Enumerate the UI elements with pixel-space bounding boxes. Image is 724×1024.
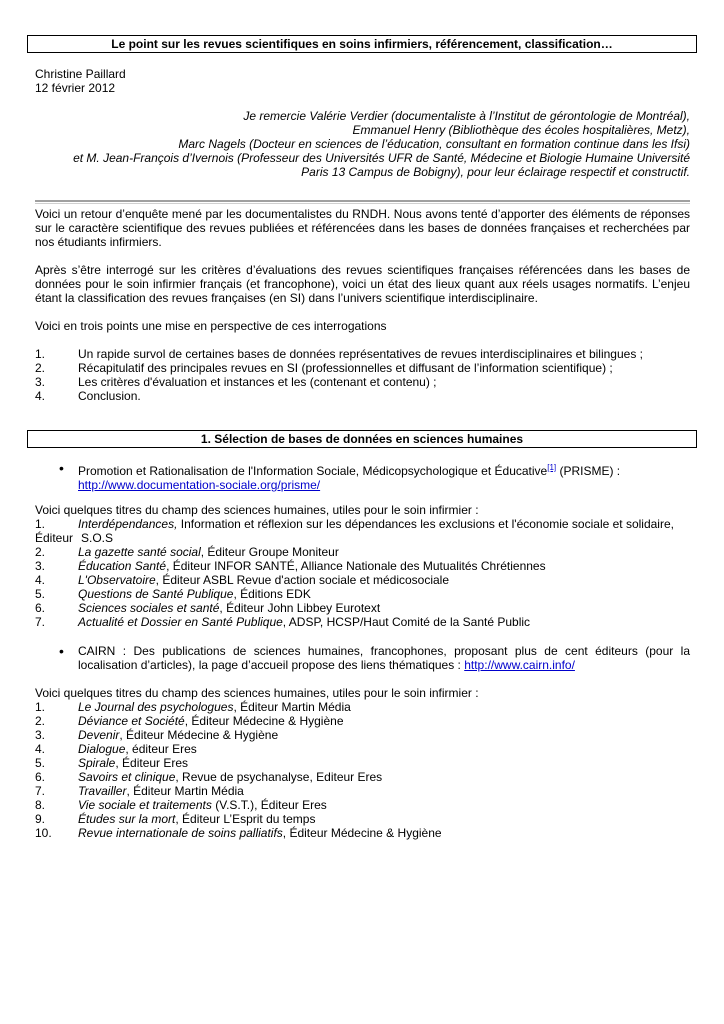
list-item: 3. Devenir, Éditeur Médecine & Hygiène <box>35 728 279 742</box>
prisme-url-link[interactable]: http://www.documentation-sociale.org/prisme/ <box>78 478 321 492</box>
ack-line: et M. Jean-François d’Ivernois (Professeur des Universités UFR de Santé, Médecine et Biologie Humaine Université <box>73 151 690 165</box>
prisme-titles-list <box>35 517 690 629</box>
list-item: 9. Études sur la mort, Éditeur L’Esprit du temps <box>35 812 316 826</box>
list-intro: Voici quelques titres du champ des sciences humaines, utiles pour le soin infirmier : <box>35 686 479 700</box>
horizontal-rule <box>35 200 690 204</box>
author-block <box>35 67 126 95</box>
cairn-url-link[interactable]: http://www.cairn.info/ <box>464 658 575 672</box>
list-item: 7. Actualité et Dossier en Santé Publique, ADSP, HCSP/Haut Comité de la Santé Public <box>35 615 531 629</box>
document-title: Le point sur les revues scientifiques en soins infirmiers, référencement, classification… <box>27 35 697 53</box>
list-item: 6. Sciences sociales et santé, Éditeur John Libbey Eurotext <box>35 601 381 615</box>
prisme-description: Promotion et Rationalisation de l'Information Sociale, Médicopsychologique et Éducative <box>78 464 548 478</box>
list-item: 5. Questions de Santé Publique, Éditions EDK <box>35 587 311 601</box>
section-heading: 1. Sélection de bases de données en sciences humaines <box>27 430 697 448</box>
list-item: 7. Travailler, Éditeur Martin Média <box>35 784 244 798</box>
list-item: 8. Vie sociale et traitements (V.S.T.), Éditeur Eres <box>35 798 327 812</box>
list-item: 1. Un rapide survol de certaines bases de données représentatives de revues interdisciplinaires et bilingues ; <box>35 347 643 361</box>
ack-line: Marc Nagels (Docteur en sciences de l’éducation, consultant en formation continue dans les Ifsi) <box>178 137 690 151</box>
intro-paragraph: Après s’être interrogé sur les critères d’évaluations des revues scientifiques françaises référencées dans les bases de données pour le soin infirmier français (et francophone), voici un état des lieux quant aux réels usages normatifs. L’enjeu étant la classification des revues françaises (en SI) dans l’univers scientifique interdisciplinaire. <box>35 263 690 305</box>
list-intro: Voici quelques titres du champ des sciences humaines, utiles pour le soin infirmier : <box>35 503 479 517</box>
list-item: 4. Dialogue, éditeur Eres <box>35 742 197 756</box>
list-item: 5. Spirale, Éditeur Eres <box>35 756 189 770</box>
intro-paragraph: Voici en trois points une mise en perspective de ces interrogations <box>35 319 387 333</box>
ack-line: Je remercie Valérie Verdier (documentaliste à l’Institut de gérontologie de Montréal), <box>243 109 690 123</box>
list-item: 10. Revue internationale de soins palliatifs, Éditeur Médecine & Hygiène <box>35 826 442 840</box>
cairn-bullet: • CAIRN : Des publications de sciences humaines, francophones, proposant plus de cent éditeurs (pour la localisation d’articles), la page d’accueil propose des liens thématiques : http://www.cairn.info/ <box>59 643 690 672</box>
ack-line: Emmanuel Henry (Bibliothèque des écoles hospitalières, Metz), <box>352 123 690 137</box>
list-item: 1. Le Journal des psychologues, Éditeur Martin Média <box>35 700 351 714</box>
author-name: Christine Paillard <box>35 67 126 81</box>
footnote-link[interactable]: [1] <box>547 463 557 472</box>
outline-list <box>35 347 690 403</box>
intro-paragraph: Voici un retour d’enquête mené par les documentalistes du RNDH. Nous avons tenté d’apporter des éléments de réponses sur le caractère scientifique des revues publiées et référencées dans les bases de données françaises et recherchées par nos étudiants infirmiers. <box>35 207 690 249</box>
list-item: 2. La gazette santé social, Éditeur Groupe Moniteur <box>35 545 339 559</box>
prisme-bullet: • Promotion et Rationalisation de l'Information Sociale, Médicopsychologique et Éducative[1] (PRISME) : http://www.documentation-sociale.org/prisme/ <box>59 460 621 492</box>
cairn-description: CAIRN : Des publications de sciences humaines, francophones, proposant plus de cent éditeurs (pour la localisation d’articles), la page d’accueil propose des liens thématiques : <box>78 644 690 672</box>
list-item: 4. Conclusion. <box>35 389 141 403</box>
acknowledgements <box>35 109 690 179</box>
list-item: 1. Interdépendances, Information et réflexion sur les dépendances les exclusions et l'économie sociale et solidaire, <box>35 517 674 531</box>
list-item: 3. Éducation Santé, Éditeur INFOR SANTÉ, Alliance Nationale des Mutualités Chrétiennes <box>35 559 546 573</box>
list-item: Éditeur S.O.S <box>35 531 114 545</box>
author-date: 12 février 2012 <box>35 81 116 95</box>
list-item: 4. L'Observatoire, Éditeur ASBL Revue d'action sociale et médicosociale <box>35 573 450 587</box>
cairn-titles-list <box>35 700 690 840</box>
list-item: 2. Déviance et Société, Éditeur Médecine & Hygiène <box>35 714 344 728</box>
ack-line: Paris 13 Campus de Bobigny), pour leur éclairage respectif et constructif. <box>301 165 690 179</box>
list-item: 2. Récapitulatif des principales revues en SI (professionnelles et diffusant de l’information scientifique) ; <box>35 361 613 375</box>
list-item: 3. Les critères d'évaluation et instances et les (contenant et contenu) ; <box>35 375 437 389</box>
list-item: 6. Savoirs et clinique, Revue de psychanalyse, Editeur Eres <box>35 770 383 784</box>
